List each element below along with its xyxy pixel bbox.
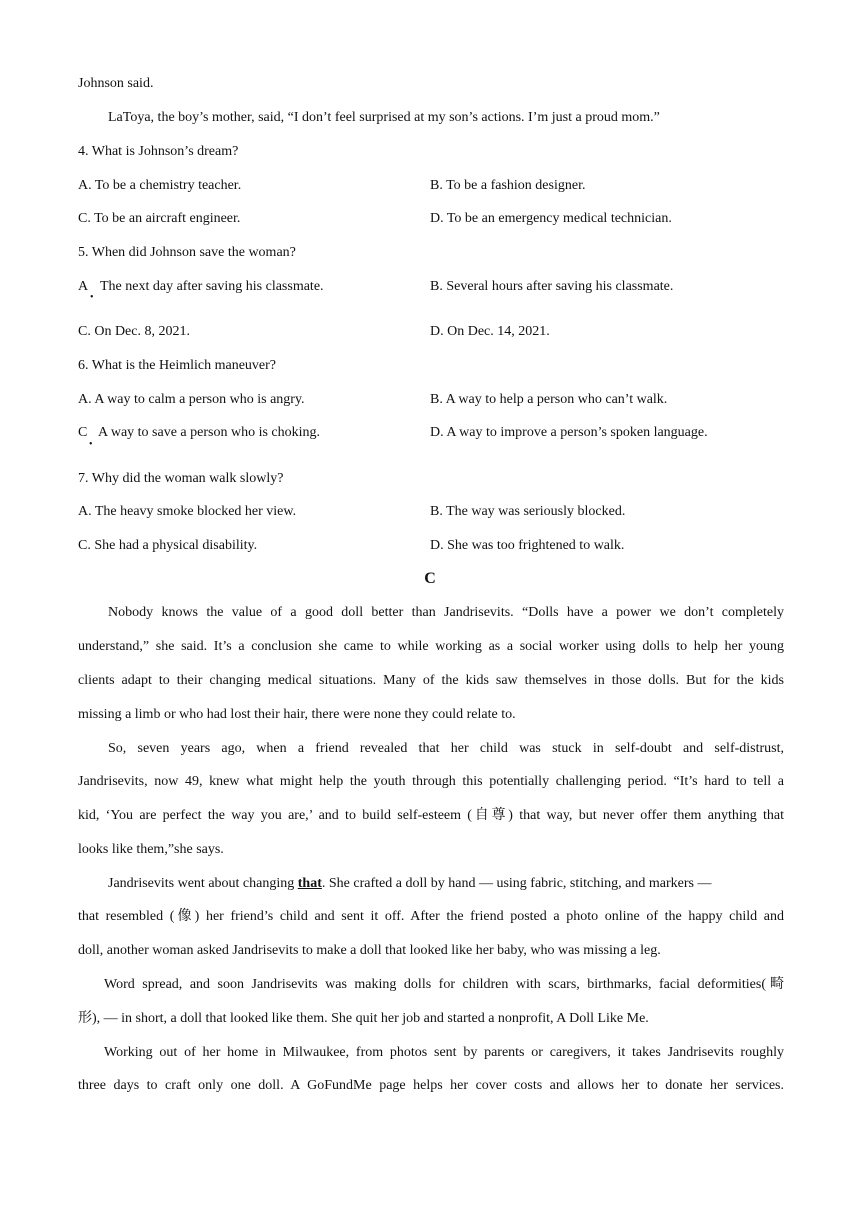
question-7: 7. Why did the woman walk slowly? [78,471,284,486]
option-5a-text: The next day after saving his classmate. [100,279,324,294]
paragraph-line: Johnson said. [78,76,154,91]
option-7b: B. The way was seriously blocked. [430,504,626,519]
option-4a: A. To be a chemistry teacher. [78,178,242,193]
paragraph-line: clients adapt to their changing medical situations. Many of the kids saw themselves in those dolls. But for the kids [78,673,784,688]
period-dot: • [90,292,94,303]
option-5b: B. Several hours after saving his classmate. [430,279,674,294]
paragraph-line: Nobody knows the value of a good doll better than Jandrisevits. “Dolls have a power we don’t completely [108,605,784,620]
option-7c: C. She had a physical disability. [78,538,258,553]
paragraph-line: looks like them,”she says. [78,842,224,857]
paragraph-line: missing a limb or who had lost their hair, there were none they could relate to. [78,707,516,722]
paragraph-line: LaToya, the boy’s mother, said, “I don’t feel surprised at my son’s actions. I’m just a proud mom.” [108,110,660,125]
paragraph-line: 形), — in short, a doll that looked like them. She quit her job and started a nonprofit, A Doll Like Me. [78,1011,649,1026]
paragraph-line: understand,” she said. It’s a conclusion she came to while working as a social worker using dolls to help her young [78,639,784,654]
paragraph-line: three days to craft only one doll. A GoFundMe page helps her cover costs and allows her to donate her services. [78,1078,784,1093]
option-7a: A. The heavy smoke blocked her view. [78,504,297,519]
option-4d: D. To be an emergency medical technician. [430,211,672,226]
paragraph-line: Working out of her home in Milwaukee, from photos sent by parents or caregivers, it takes Jandrisevits roughly [104,1045,784,1060]
section-title: C [424,570,436,587]
question-5: 5. When did Johnson save the woman? [78,245,296,260]
paragraph-line: that resembled (像) her friend’s child and sent it off. After the friend posted a photo online of the happy child and [78,909,784,924]
option-6b: B. A way to help a person who can’t walk. [430,392,668,407]
text-run: . She crafted a doll by hand — using fabric, stitching, and markers — [321,876,712,891]
option-5d: D. On Dec. 14, 2021. [430,324,550,339]
option-6a: A. A way to calm a person who is angry. [78,392,305,407]
paragraph-line: kid, ‘You are perfect the way you are,’ and to build self-esteem (自尊) that way, but never offer them anything that [78,808,784,823]
question-6: 6. What is the Heimlich maneuver? [78,358,277,373]
option-5a-letter: A [78,279,89,294]
paragraph-line: So, seven years ago, when a friend revealed that her child was stuck in self-doubt and self-distrust, [108,741,784,756]
option-4b: B. To be a fashion designer. [430,178,586,193]
paragraph-line: doll, another woman asked Jandrisevits to make a doll that looked like her baby, who was missing a leg. [78,943,661,958]
paragraph-line: Jandrisevits, now 49, knew what might help the youth through this potentially challenging period. “It’s hard to tell a [78,774,784,789]
option-7d: D. She was too frightened to walk. [430,538,625,553]
question-4: 4. What is Johnson’s dream? [78,144,239,159]
text-run: Jandrisevits went about changing [108,876,295,891]
option-6c-text: A way to save a person who is choking. [98,425,321,440]
option-6d: D. A way to improve a person’s spoken language. [430,425,708,440]
paragraph-line [108,875,711,893]
paragraph-line: Word spread, and soon Jandrisevits was making dolls for children with scars, birthmarks, facial deformities(畸 [104,977,784,992]
period-dot: • [89,439,93,450]
option-4c: C. To be an aircraft engineer. [78,211,241,226]
underlined-word: that [297,876,322,891]
option-5c: C. On Dec. 8, 2021. [78,324,190,339]
option-6c-letter: C [78,425,88,440]
